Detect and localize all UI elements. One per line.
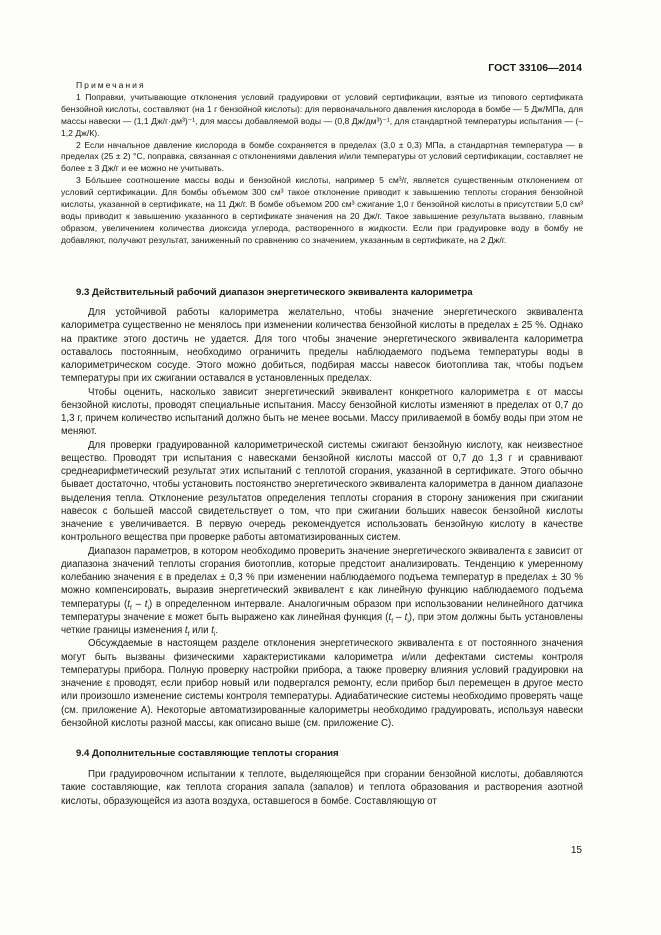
section-9-3-body	[61, 306, 583, 730]
paragraph: Чтобы оценить, насколько зависит энергетический эквивалент конкретного калориметра ε от массы бензойной кислоты, проводят специальные испытания. Массу бензойной кислоты изменяют в пределах от 0,7 до 1,3 г, причем количество испытаний должно быть не менее восьми. Массу приливаемой в бомбу воды при этом не меняют.	[61, 386, 583, 438]
paragraph: Для проверки градуированной калориметрической системы сжигают бензойную кислоту, как неизвестное вещество. Проводят три испытания с навесками бензойной кислоты массой от 0,7 до 1,3 г и сравнивают среднеарифметический результат этих испытаний с теплотой сгорания, указанной в сертификате. Этого обычно бывает достаточно, чтобы установить постоянство энергетического эквивалента калориметра в данном диапазоне выделения тепла. Отклонение результатов определения теплоты сгорания в сторону занижения при сжигании навесок с большей массой свидетельствует о том, что при сжигании больших навесок бензойной кислоты значение ε увеличивается. В первую очередь рекомендуется использовать бензойную кислоту в качестве контрольного вещества при проверке работы автоматизированных систем.	[61, 439, 583, 544]
page-number: 15	[570, 845, 582, 856]
paragraph: При градуировочном испытании к теплоте, выделяющейся при сгорании бензойной кислоты, добавляются такие составляющие, как теплота сгорания запала (запалов) и теплота образования и растворения азотной кислоты, образующейся из азота воздуха, оставшегося в бомбе. Составляющую от	[61, 769, 583, 807]
paragraph: Диапазон параметров, в котором необходимо проверить значение энергетического эквивалента ε зависит от диапазона значений теплоты сгорания биотоплив, которые предстоит анализировать. Тенденцию к умеренному колебанию значения ε в пределах ± 0,3 % при изменении наблюдаемого подъема температур в пределах ± 30 % можно компенсировать, выразив энергетический эквивалент ε как линейную функцию наблюдаемого подъема температуры $(t_f - t_i)$ в определенном интервале. Аналогичным образом при использовании нелинейного датчика температуры значение ε может быть выражено как линейная функция $(t_f - t_i)$, при этом должны быть установлены четкие границы изменения $t_f$ или $t_i$.	[61, 545, 584, 638]
notes-title: Примечания	[76, 80, 146, 90]
section-9-4-body	[61, 768, 583, 808]
standard-header: ГОСТ 33106—2014	[488, 62, 582, 74]
section-9-3-heading: 9.3 Действительный рабочий диапазон энергетического эквивалента калориметра	[76, 287, 473, 298]
paragraph: Обсуждаемые в настоящем разделе отклонения энергетического эквивалента ε от постоянного значения могут быть вызваны физическими характеристиками калориметра и/или дефектами системы контроля температуры прибора. Полную проверку настройки прибора, а также проверку влияния условий градуировки на значение ε проводят, если прибор новый или подвергался ремонту, если прибор был перемещен в другое место или произошло изменение системы контроля температуры. Адиабатические системы необходимо проверять чаще (см. приложение А). Некоторые автоматизированные калориметры необходимо градуировать, используя навески бензойной кислоты разной массы, как описано выше (см. приложение С).	[61, 638, 583, 729]
note-2: 2 Если начальное давление кислорода в бомбе сохраняется в пределах (3,0 ± 0,3) МПа, а стандартная температура — в пределах (25 ± 2) °С, поправка, связанная с отклонениями давления и/или температуры от условий сертификации, составляет не более ± 3 Дж/г и ее можно не учитывать.	[61, 139, 583, 174]
section-9-4-heading: 9.4 Дополнительные составляющие теплоты сгорания	[76, 748, 339, 759]
paragraph: Для устойчивой работы калориметра желательно, чтобы значение энергетического эквивалента калориметра существенно не менялось при изменении количества бензойной кислоты в пределах ± 25 %. Однако на практике этого достичь не удается. Для того чтобы значение энергетического эквивалента калориметра оставалось постоянным, необходимо ограничить пределы наблюдаемого подъема температуры воды в калориметрическом сосуде. Этого можно добиться, подбирая массы навесок биотоплива так, чтобы подъем температуры при их сжигании оставался в установленных пределах.	[61, 307, 583, 385]
note-3: 3 Бóльшее соотношение массы воды и бензойной кислоты, например 5 см³/г, является существенным отклонением от условий сертификации. Для бомбы объемом 300 см³ такое отклонение приводит к завышению теплоты сгорания бензойной кислоты, указанной в сертификате, на 11 Дж/г. В бомбе объемом 200 см³ сжигание 1,0 г бензойной кислоты в присутствии 5,0 см³ воды приводит к завышению указанного в сертификате значения на 20 Дж/г. Такое завышение результата вызвано, главным образом, увеличением количества диоксида углерода, растворенного в жидкости. Если при градуировке воду в бомбу не добавляют, получают результат, заниженный по сравнению со значением, указанным в сертификате, на 2 Дж/г.	[61, 175, 583, 245]
note-1: 1 Поправки, учитывающие отклонения условий градуировки от условий сертификации, взятые из типового сертификата бензойной кислоты, составляют (на 1 г бензойной кислоты): для первоначального давления кислорода в бомбе — 5 Дж/МПа, для массы навески — (1,1 Дж/г·дм³)⁻¹, для массы добавляемой воды — (0,8 Дж/дм³)⁻¹, для стандартной температуры испытания — (–1,2 Дж/К).	[61, 91, 583, 138]
notes-block	[61, 80, 583, 247]
